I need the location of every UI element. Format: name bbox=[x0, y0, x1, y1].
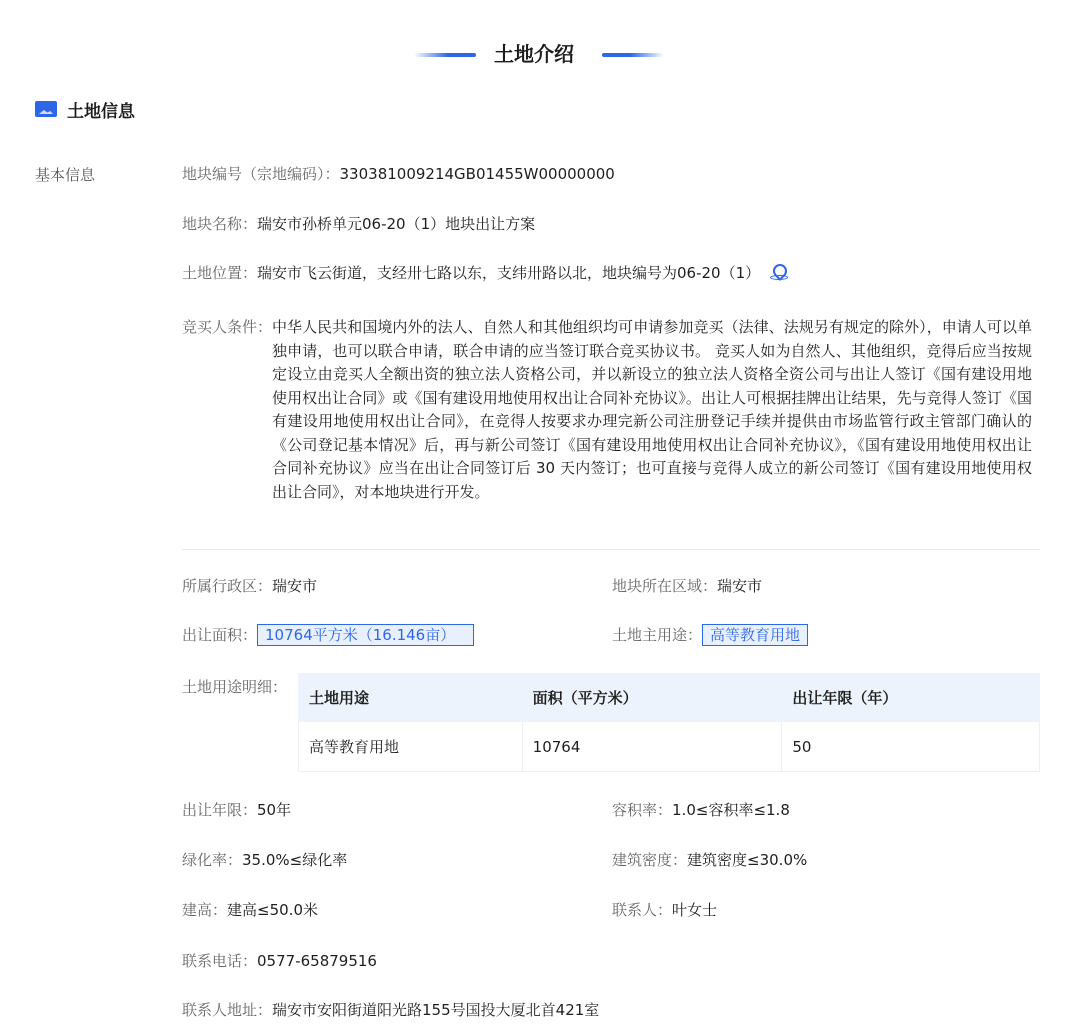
table-cell-area: 10764 bbox=[522, 722, 782, 772]
title-decor-left bbox=[414, 53, 476, 57]
contact-address-value: 瑞安市安阳街道阳光路155号国投大厦北首421室 bbox=[272, 1001, 600, 1019]
table-row bbox=[299, 722, 1040, 772]
basic-info-label: 基本信息 bbox=[35, 166, 96, 184]
parcel-code-row bbox=[182, 163, 615, 185]
location-row bbox=[182, 262, 786, 284]
usage-table bbox=[298, 673, 1040, 772]
contact-phone-value: 0577-65879516 bbox=[257, 952, 377, 970]
transfer-area-tag: 10764平方米（16.146亩） bbox=[257, 624, 474, 646]
table-header-area: 面积（平方米） bbox=[522, 674, 782, 722]
page-header bbox=[0, 38, 1080, 72]
building-height-value: 建高≤50.0米 bbox=[227, 901, 318, 919]
contact-address-label: 联系人地址： bbox=[182, 1001, 273, 1019]
title-decor-right bbox=[602, 53, 664, 57]
plot-ratio-row bbox=[612, 799, 790, 821]
section-header bbox=[35, 97, 135, 121]
main-use-row bbox=[612, 624, 808, 646]
divider bbox=[182, 549, 1040, 550]
table-cell-term: 50 bbox=[782, 722, 1040, 772]
table-cell-use: 高等教育用地 bbox=[299, 722, 523, 772]
plot-ratio-label: 容积率： bbox=[612, 801, 673, 819]
contact-person-value: 叶女士 bbox=[672, 901, 718, 919]
main-use-tag: 高等教育用地 bbox=[702, 624, 808, 646]
building-density-row bbox=[612, 849, 807, 871]
contact-person-label: 联系人： bbox=[612, 901, 673, 919]
transfer-area-label: 出让面积： bbox=[182, 626, 258, 644]
building-density-label: 建筑密度： bbox=[612, 851, 688, 869]
parcel-name-row bbox=[182, 213, 535, 235]
table-header-row bbox=[299, 674, 1040, 722]
transfer-area-row bbox=[182, 624, 474, 646]
parcel-name-label: 地块名称： bbox=[182, 215, 258, 233]
transfer-term-label: 出让年限： bbox=[182, 801, 258, 819]
admin-district-label: 所属行政区： bbox=[182, 577, 273, 595]
parcel-region-value: 瑞安市 bbox=[717, 577, 763, 595]
location-value: 瑞安市飞云街道，支经卅七路以东，支纬卅路以北，地块编号为06-20（1） bbox=[257, 264, 761, 282]
green-rate-row bbox=[182, 849, 347, 871]
location-label: 土地位置： bbox=[182, 264, 258, 282]
bidder-conditions-label: 竞买人条件： bbox=[182, 318, 273, 336]
green-rate-value: 35.0%≤绿化率 bbox=[242, 851, 348, 869]
admin-district-value: 瑞安市 bbox=[272, 577, 318, 595]
plot-ratio-value: 1.0≤容积率≤1.8 bbox=[672, 801, 790, 819]
section-title: 土地信息 bbox=[67, 101, 135, 122]
bidder-conditions-row bbox=[182, 316, 1042, 504]
land-info-icon bbox=[35, 101, 57, 117]
contact-phone-label: 联系电话： bbox=[182, 952, 258, 970]
parcel-name-value: 瑞安市孙桥单元06-20（1）地块出让方案 bbox=[257, 215, 536, 233]
parcel-region-label: 地块所在区域： bbox=[612, 577, 718, 595]
parcel-region-row bbox=[612, 575, 762, 597]
table-header-use: 土地用途 bbox=[299, 674, 523, 722]
use-detail-label: 土地用途明细： bbox=[182, 678, 288, 696]
building-height-label: 建高： bbox=[182, 901, 228, 919]
contact-phone-row bbox=[182, 950, 377, 972]
contact-address-row bbox=[182, 999, 599, 1021]
green-rate-label: 绿化率： bbox=[182, 851, 243, 869]
main-use-label: 土地主用途： bbox=[612, 626, 703, 644]
transfer-term-row bbox=[182, 799, 291, 821]
building-density-value: 建筑密度≤30.0% bbox=[687, 851, 808, 869]
building-height-row bbox=[182, 899, 318, 921]
parcel-code-value: 330381009214GB01455W00000000 bbox=[339, 165, 615, 183]
contact-person-row bbox=[612, 899, 717, 921]
parcel-code-label: 地块编号（宗地编码）： bbox=[182, 165, 340, 183]
page-title: 土地介绍 bbox=[494, 42, 574, 66]
admin-district-row bbox=[182, 575, 317, 597]
bidder-conditions-text: 中华人民共和国境内外的法人、自然人和其他组织均可申请参加竞买（法律、法规另有规定的除外），申请人可以单独申请，也可以联合申请，联合申请的应当签订联合竞买协议书。 竞买人如为自然人、其他组织，竞得后应当按规定设立由竞买人全额出资的独立法人资格公司，并以新设立的独立法人资格全资公司与出让人签订《国有建设用地使用权出让合同》或《国有建设用地使用权出让合同补充协议》。出让人可根据挂牌出让结果，先与竞得人签订《国有建设用地使用权出让合同》，在竞得人按要求办理完新公司注册登记手续并提供由市场监管行政主管部门确认的《公司登记基本情况》后，再与新公司签订《国有建设用地使用权出让合同补充协议》，《国有建设用地使用权出让合同补充协议》应当在出让合同签订后 30 天内签订；也可直接与竞得人成立的新公司签订《国有建设用地使用权出让合同》，对本地块进行开发。 bbox=[272, 318, 1033, 501]
location-pin-icon[interactable] bbox=[770, 264, 786, 280]
transfer-term-value: 50年 bbox=[257, 801, 292, 819]
table-header-term: 出让年限（年） bbox=[782, 674, 1040, 722]
